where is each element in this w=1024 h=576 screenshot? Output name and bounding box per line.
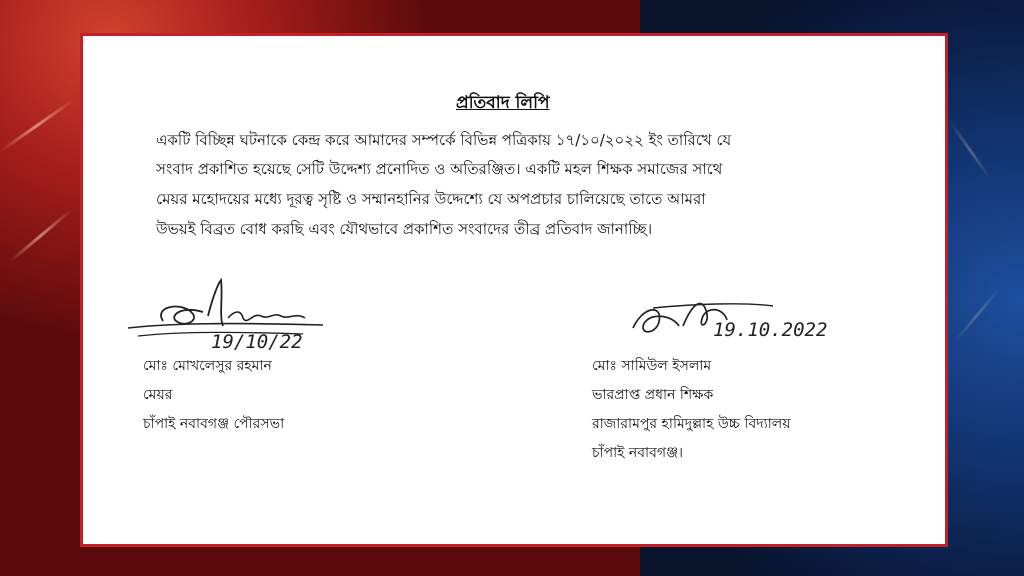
right-signature [623, 286, 883, 356]
left-signature [123, 276, 353, 356]
left-signatory-org: চাঁপাই নবাবগঞ্জ পৌরসভা [143, 416, 285, 432]
left-sign-date: 19/10/22 [211, 331, 303, 353]
right-signatory-org: রাজারামপুর হামিদুল্লাহ উচ্চ বিদ্যালয় [592, 416, 791, 432]
protest-letter-document [80, 33, 948, 547]
right-signatory-designation: ভারপ্রাপ্ত প্রধান শিক্ষক [592, 387, 714, 403]
left-signatory-name: মোঃ মোখলেসুর রহমান [143, 358, 272, 374]
document-title: প্রতিবাদ লিপি [456, 93, 550, 113]
right-sign-date: 19.10.2022 [713, 319, 828, 341]
body-line-4: উভয়ই বিব্রত বোধ করছি এবং যৌথভাবে প্রকাশিত সংবাদের তীব্র প্রতিবাদ জানাচ্ছি। [156, 220, 653, 238]
left-signatory-designation: মেয়র [143, 387, 173, 403]
body-line-3: মেয়র মহোদয়ের মধ্যে দূরত্ব সৃষ্টি ও সম্মানহানির উদ্দেশ্যে যে অপপ্রচার চালিয়েছে তাতে আমরা [156, 190, 706, 208]
body-line-2: সংবাদ প্রকাশিত হয়েছে সেটি উদ্দেশ্য প্রনোদিত ও অতিরঞ্জিত। একটি মহল শিক্ষক সমাজের সাথে [156, 160, 723, 178]
right-signatory-name: মোঃ সামিউল ইসলাম [592, 358, 712, 374]
body-line-1: একটি বিচ্ছিন্ন ঘটনাকে কেন্দ্র করে আমাদের সম্পর্কে বিভিন্ন পত্রিকায় ১৭/১০/২০২২ ইং তারিখে যে [156, 131, 732, 149]
right-signatory-location: চাঁপাই নবাবগঞ্জ। [592, 445, 684, 461]
